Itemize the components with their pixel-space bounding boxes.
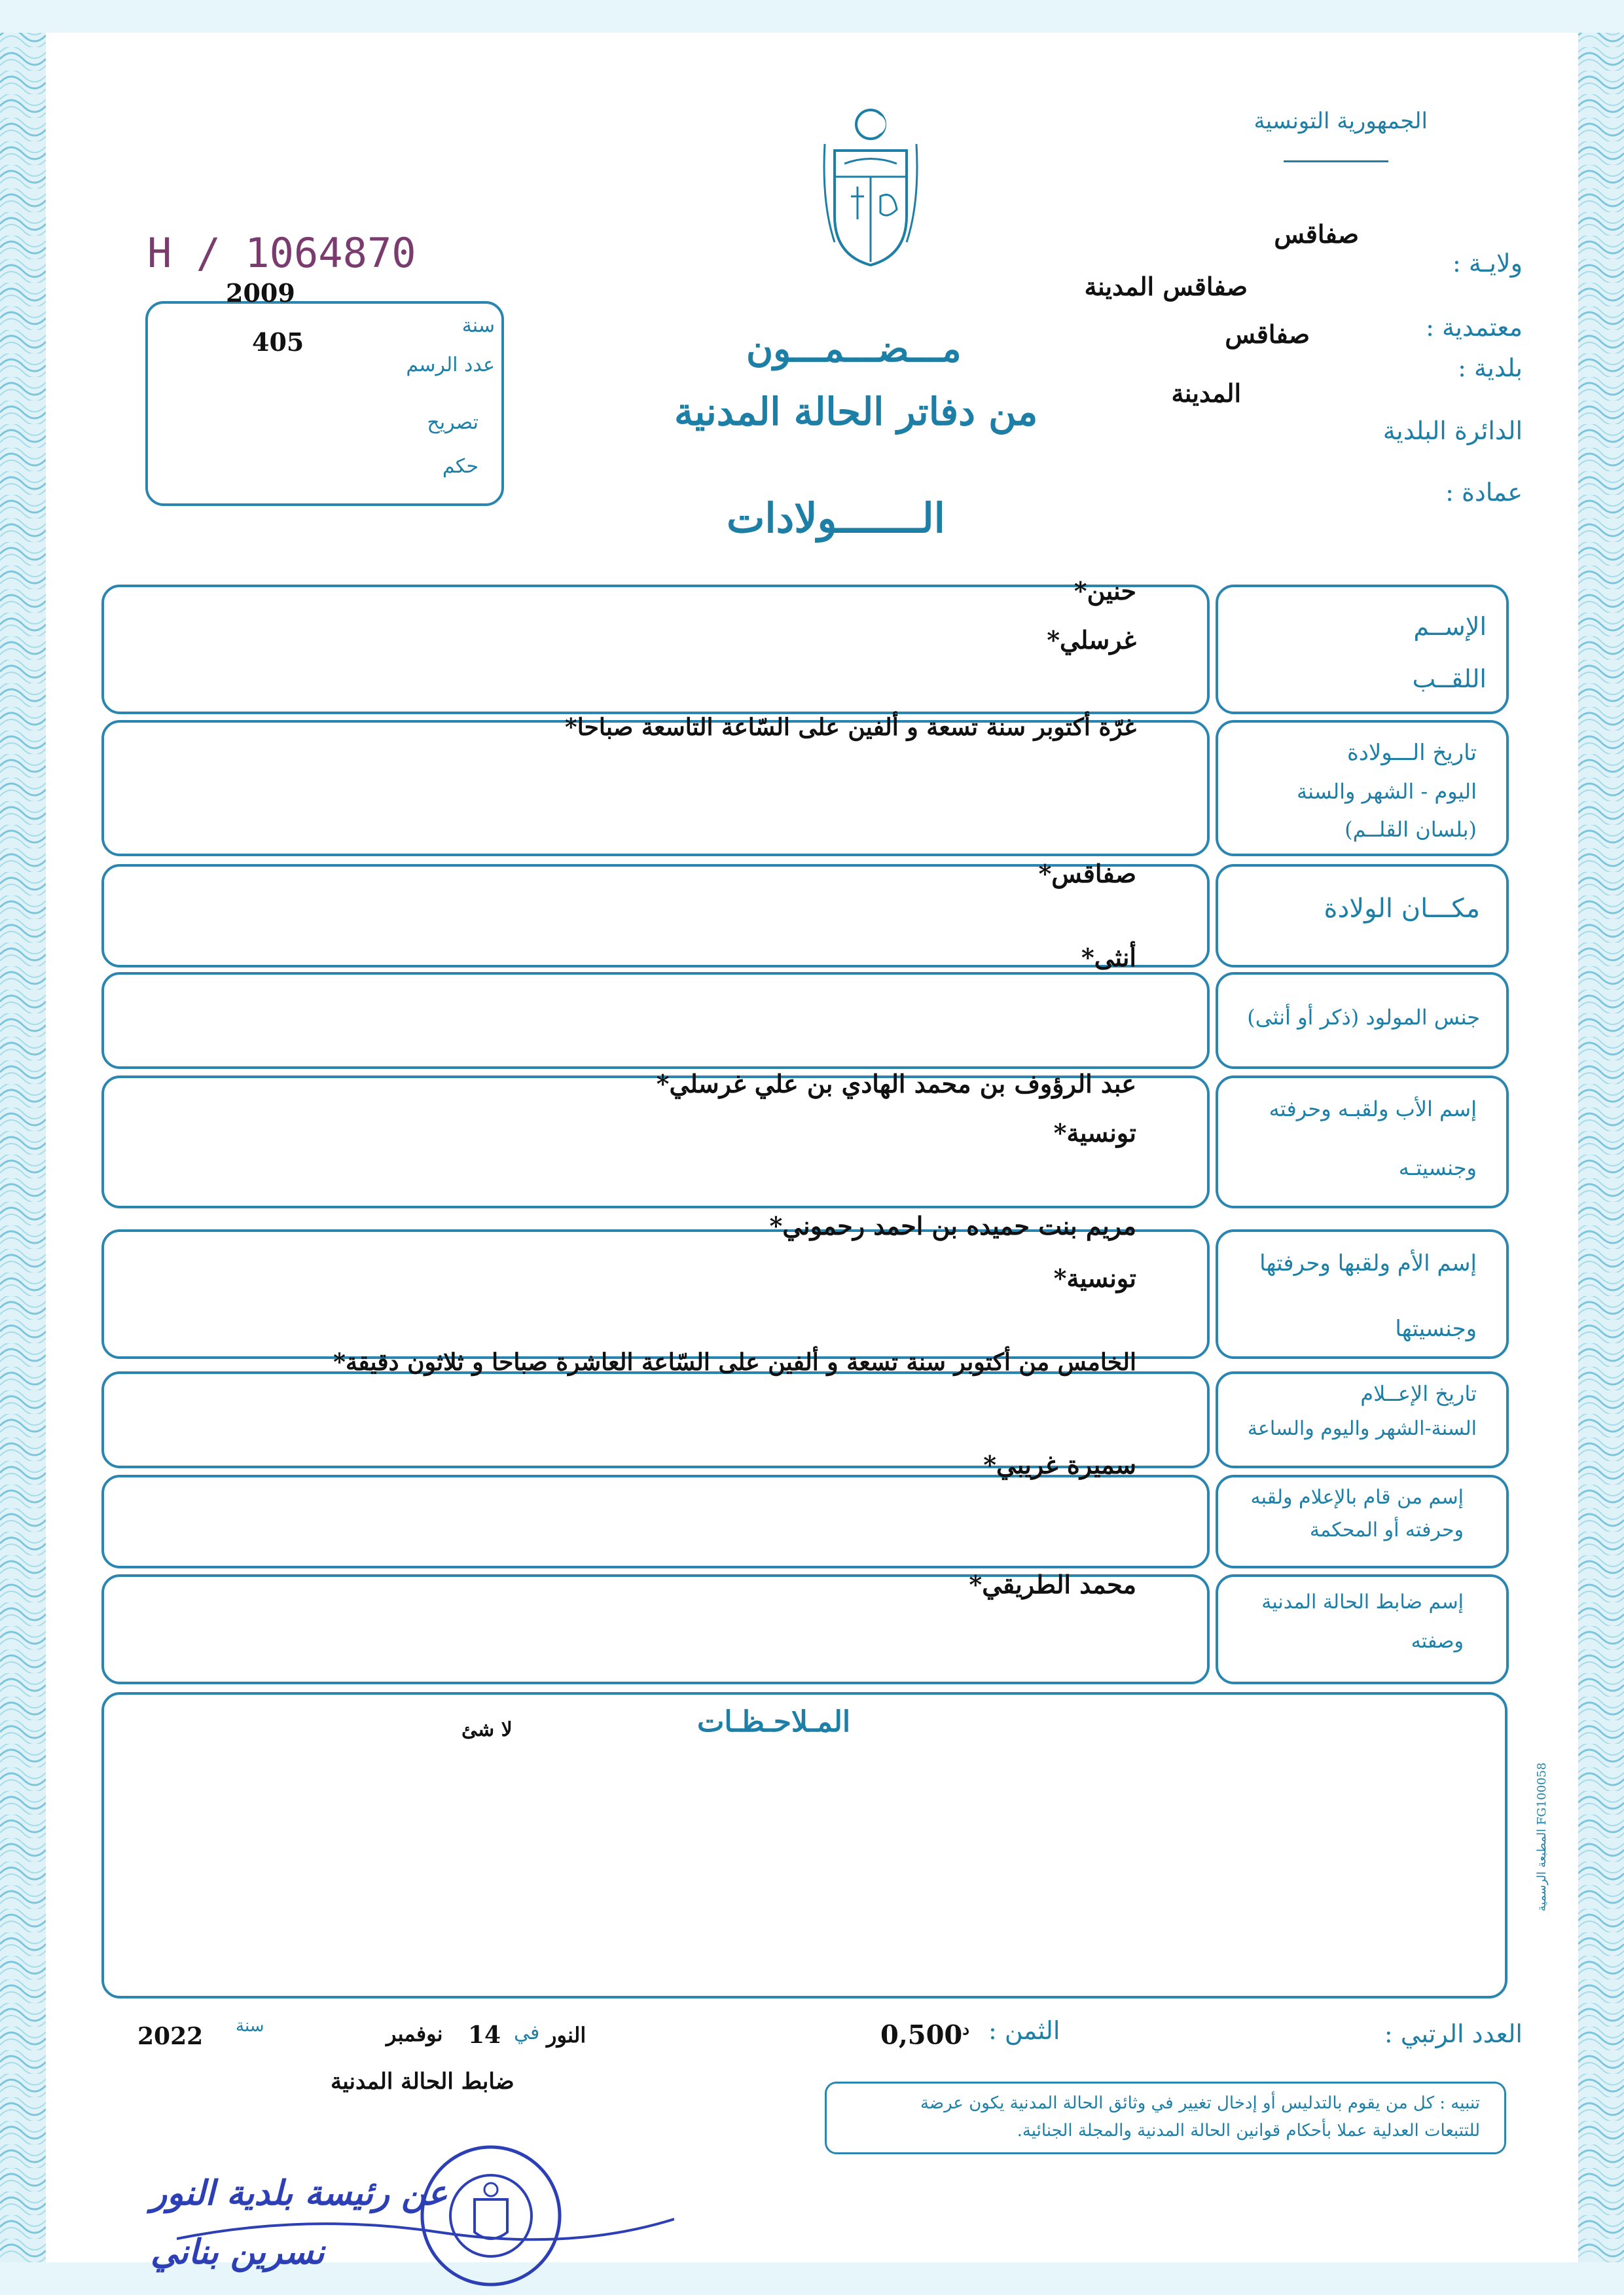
declaration-date-value: الخامس من أكتوبر سنة تسعة و ألفين على السّاعة العاشرة صباحا و ثلاثون دقيقة* [333,1348,1136,1376]
warning-line-1: تنبيه : كل من يقوم بالتدليس أو إدخال تغيير في وثائق الحالة المدنية يكون عرضة [920,2093,1480,2113]
declarant-value: سميرة غريبي* [983,1450,1136,1479]
birth-place-label: مكـــان الولادة [1324,894,1480,924]
name-value-box [101,585,1210,714]
officer-label: إسم ضابط الحالة المدنية [1261,1591,1464,1614]
declaration-date-sublabel: السنة-الشهر واليوم والساعة [1247,1417,1477,1440]
signature-stroke [177,2199,674,2252]
mother-nationality-label: وجنسيتها [1395,1316,1477,1342]
mother-label: إسم الأم ولقبها وحرفتها [1259,1250,1477,1276]
remarks-value: لا شئ [461,1718,513,1741]
serial-number [147,229,416,277]
birth-place-value: صفاقس* [1038,859,1136,888]
surname-label: اللقــب [1412,664,1487,693]
name-label-box [1216,585,1509,714]
serial-order-label: العدد الرتبي : [1384,2019,1523,2048]
baladia-value: صفاقس [1225,319,1310,349]
record-number-label: عدد الرسم [406,353,495,376]
printer-mark: المطبعة الرسمية FG100058 [1535,1762,1549,1911]
right-security-border [1578,0,1624,2295]
issue-day: 14 [468,2021,501,2049]
mother-value-box [101,1229,1210,1359]
issue-place: النور [547,2023,586,2048]
gender-value: أنثى* [1081,943,1136,972]
mootamadia-value: صفاقس المدينة [1084,272,1248,301]
mother-value: مريم بنت حميده بن احمد رحموني* [769,1211,1136,1240]
daira-value: المدينة [1171,378,1241,408]
tunisia-coat-of-arms-icon [821,105,920,268]
gender-label: جنس المولود (ذكر أو أنثى) [1247,1005,1480,1030]
name-label: الإســم [1413,612,1487,641]
father-nationality-value: تونسية* [1053,1118,1136,1148]
officer-title: ضابط الحالة المدنية [331,2069,514,2095]
birth-date-in-words-label: (بلسان القلــم) [1344,817,1477,842]
left-security-border [0,0,46,2295]
serial-text: H / 1064870 [147,229,416,277]
country-name: الجمهورية التونسية [1254,108,1428,134]
record-judgment-label: حكم [442,455,478,478]
top-security-border [0,0,1624,33]
declaration-date-label: تاريخ الإعــلام [1360,1381,1477,1406]
issue-in-label: في [514,2021,540,2044]
daira-label: الدائرة البلدية [1382,416,1523,445]
wilaya-label: ولايـة : [1453,249,1523,278]
issue-year-label: سنة [236,2016,264,2036]
gender-value-box [101,972,1210,1069]
record-number-value: 405 [252,327,304,357]
remarks-label: المـلاحـظـات [697,1705,851,1739]
record-year-label: سنة [461,314,495,337]
warning-box [825,2082,1506,2154]
birth-date-sublabel: اليوم - الشهر والسنة [1296,779,1477,804]
price-label: الثمن : [988,2016,1060,2045]
father-value: عبد الرؤوف بن محمد الهادي بن علي غرسلي* [656,1069,1136,1098]
father-nationality-label: وجنسيتـه [1398,1155,1477,1180]
price-unit: د [962,2019,969,2038]
title-madmoun: مـــضـــمـــون [746,327,962,370]
declarant-label: إسم من قام بالإعلام ولقبه [1250,1486,1464,1509]
title-civil-registers: من دفاتر الحالة المدنية [674,389,1038,434]
omada-label: عمادة : [1445,478,1523,507]
country-underline [1284,160,1388,162]
father-label-box [1216,1075,1509,1208]
mother-nationality-value: تونسية* [1053,1263,1136,1293]
officer-sublabel: وصفته [1411,1630,1464,1653]
signature-line-1: عن رئيسة بلدية النور [151,2173,448,2213]
title-births: الـــــــولادات [727,494,945,542]
issue-month: نوفمبر [386,2021,443,2046]
wilaya-value: صفاقس [1274,219,1359,249]
warning-line-2: للتتبعات العدلية عملا بأحكام قوانين الحالة المدنية والمجلة الجنائية. [1017,2121,1480,2141]
birth-date-label: تاريخ الـــولادة [1346,740,1477,766]
record-year-value: 2009 [226,278,295,308]
baladia-label: بلدية : [1458,353,1523,382]
record-declaration-label: تصريح [427,411,478,434]
surname-value: غرسلي* [1047,625,1136,655]
issue-year-value: 2022 [137,2023,204,2050]
signature-line-2: نسرين بناني [151,2232,325,2272]
name-value: حنين* [1074,576,1136,605]
officer-value: محمد الطريقي* [969,1570,1136,1599]
price-amount: 0,500 [880,2019,963,2051]
father-label: إسم الأب ولقبـه وحرفته [1269,1096,1477,1121]
birth-date-value: غرّة أكتوبر سنة تسعة و ألفين على السّاعة التاسعة صباحا* [564,714,1136,741]
mootamadia-label: معتمدية : [1426,313,1523,342]
declarant-value-box [101,1475,1210,1568]
price-value [880,2019,969,2050]
declarant-sublabel: وحرفته أو المحكمة [1309,1519,1464,1542]
